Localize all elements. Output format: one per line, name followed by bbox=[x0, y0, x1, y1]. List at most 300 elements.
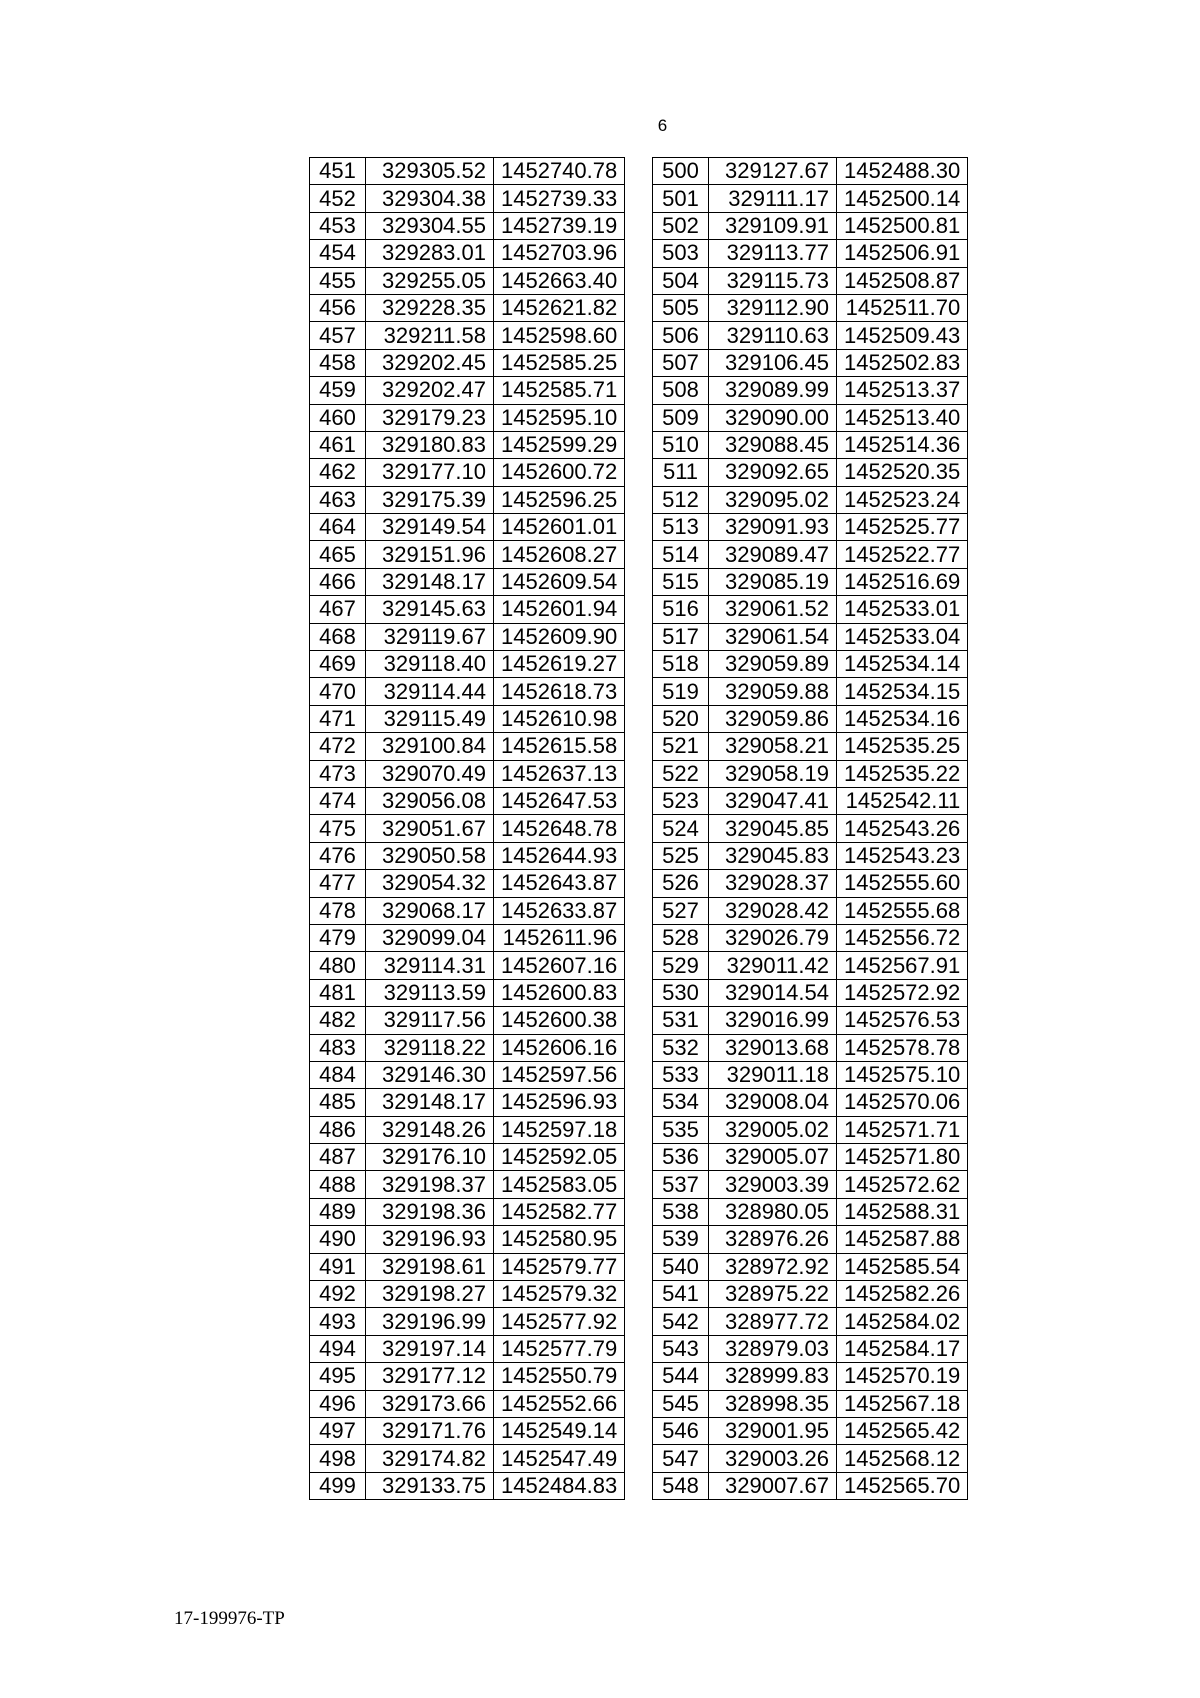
point-number-cell: 533 bbox=[653, 1061, 709, 1088]
x-coordinate-cell: 329198.37 bbox=[366, 1171, 494, 1198]
x-coordinate-cell: 329003.39 bbox=[709, 1171, 837, 1198]
table-row bbox=[653, 1144, 968, 1171]
table-row bbox=[653, 979, 968, 1006]
x-coordinate-cell: 329176.10 bbox=[366, 1144, 494, 1171]
table-row bbox=[653, 514, 968, 541]
point-number-cell: 505 bbox=[653, 294, 709, 321]
x-coordinate-cell: 329174.82 bbox=[366, 1445, 494, 1472]
y-coordinate-cell: 1452611.96 bbox=[494, 924, 625, 951]
x-coordinate-cell: 329070.49 bbox=[366, 760, 494, 787]
point-number-cell: 526 bbox=[653, 870, 709, 897]
point-number-cell: 510 bbox=[653, 431, 709, 458]
point-number-cell: 492 bbox=[310, 1281, 366, 1308]
point-number-cell: 504 bbox=[653, 267, 709, 294]
table-row bbox=[653, 294, 968, 321]
table-row bbox=[310, 623, 625, 650]
x-coordinate-cell: 329198.36 bbox=[366, 1198, 494, 1225]
y-coordinate-cell: 1452549.14 bbox=[494, 1417, 625, 1444]
table-row bbox=[653, 185, 968, 212]
x-coordinate-cell: 329118.40 bbox=[366, 651, 494, 678]
y-coordinate-cell: 1452739.19 bbox=[494, 212, 625, 239]
x-coordinate-cell: 329255.05 bbox=[366, 267, 494, 294]
table-row bbox=[310, 787, 625, 814]
table-row bbox=[653, 1308, 968, 1335]
y-coordinate-cell: 1452585.25 bbox=[494, 349, 625, 376]
x-coordinate-cell: 329001.95 bbox=[709, 1417, 837, 1444]
table-row bbox=[310, 1144, 625, 1171]
y-coordinate-cell: 1452609.54 bbox=[494, 568, 625, 595]
x-coordinate-cell: 329106.45 bbox=[709, 349, 837, 376]
y-coordinate-cell: 1452609.90 bbox=[494, 623, 625, 650]
y-coordinate-cell: 1452572.92 bbox=[837, 979, 968, 1006]
table-row bbox=[653, 1445, 968, 1472]
x-coordinate-cell: 329007.67 bbox=[709, 1472, 837, 1499]
table-row bbox=[310, 760, 625, 787]
y-coordinate-cell: 1452644.93 bbox=[494, 842, 625, 869]
y-coordinate-cell: 1452584.02 bbox=[837, 1308, 968, 1335]
point-number-cell: 517 bbox=[653, 623, 709, 650]
point-number-cell: 462 bbox=[310, 459, 366, 486]
point-number-cell: 480 bbox=[310, 952, 366, 979]
y-coordinate-cell: 1452570.06 bbox=[837, 1089, 968, 1116]
point-number-cell: 511 bbox=[653, 459, 709, 486]
y-coordinate-cell: 1452584.17 bbox=[837, 1335, 968, 1362]
table-row bbox=[310, 240, 625, 267]
point-number-cell: 509 bbox=[653, 404, 709, 431]
point-number-cell: 470 bbox=[310, 678, 366, 705]
y-coordinate-cell: 1452579.32 bbox=[494, 1281, 625, 1308]
point-number-cell: 481 bbox=[310, 979, 366, 1006]
point-number-cell: 496 bbox=[310, 1390, 366, 1417]
x-coordinate-cell: 329088.45 bbox=[709, 431, 837, 458]
point-number-cell: 535 bbox=[653, 1116, 709, 1143]
x-coordinate-cell: 329179.23 bbox=[366, 404, 494, 431]
x-coordinate-cell: 329196.93 bbox=[366, 1226, 494, 1253]
y-coordinate-cell: 1452740.78 bbox=[494, 158, 625, 185]
x-coordinate-cell: 329068.17 bbox=[366, 897, 494, 924]
point-number-cell: 452 bbox=[310, 185, 366, 212]
x-coordinate-cell: 329054.32 bbox=[366, 870, 494, 897]
x-coordinate-cell: 329014.54 bbox=[709, 979, 837, 1006]
x-coordinate-cell: 329145.63 bbox=[366, 596, 494, 623]
x-coordinate-cell: 329045.83 bbox=[709, 842, 837, 869]
table-row bbox=[310, 1007, 625, 1034]
table-row bbox=[310, 568, 625, 595]
y-coordinate-cell: 1452534.16 bbox=[837, 705, 968, 732]
table-row bbox=[310, 322, 625, 349]
table-row bbox=[653, 322, 968, 349]
table-row bbox=[310, 924, 625, 951]
point-number-cell: 482 bbox=[310, 1007, 366, 1034]
table-row bbox=[653, 240, 968, 267]
x-coordinate-cell: 329198.61 bbox=[366, 1253, 494, 1280]
y-coordinate-cell: 1452571.71 bbox=[837, 1116, 968, 1143]
y-coordinate-cell: 1452567.91 bbox=[837, 952, 968, 979]
point-number-cell: 512 bbox=[653, 486, 709, 513]
table-row bbox=[653, 486, 968, 513]
y-coordinate-cell: 1452583.05 bbox=[494, 1171, 625, 1198]
y-coordinate-cell: 1452571.80 bbox=[837, 1144, 968, 1171]
y-coordinate-cell: 1452618.73 bbox=[494, 678, 625, 705]
y-coordinate-cell: 1452592.05 bbox=[494, 1144, 625, 1171]
table-row bbox=[310, 1417, 625, 1444]
point-number-cell: 540 bbox=[653, 1253, 709, 1280]
y-coordinate-cell: 1452547.49 bbox=[494, 1445, 625, 1472]
y-coordinate-cell: 1452633.87 bbox=[494, 897, 625, 924]
point-number-cell: 456 bbox=[310, 294, 366, 321]
table-row bbox=[310, 1363, 625, 1390]
table-row bbox=[310, 459, 625, 486]
y-coordinate-cell: 1452509.43 bbox=[837, 322, 968, 349]
point-number-cell: 523 bbox=[653, 787, 709, 814]
point-number-cell: 527 bbox=[653, 897, 709, 924]
x-coordinate-cell: 329117.56 bbox=[366, 1007, 494, 1034]
table-row bbox=[310, 267, 625, 294]
x-coordinate-cell: 328999.83 bbox=[709, 1363, 837, 1390]
table-row bbox=[310, 815, 625, 842]
table-row bbox=[310, 897, 625, 924]
point-number-cell: 478 bbox=[310, 897, 366, 924]
x-coordinate-cell: 329114.44 bbox=[366, 678, 494, 705]
point-number-cell: 534 bbox=[653, 1089, 709, 1116]
y-coordinate-cell: 1452513.37 bbox=[837, 377, 968, 404]
y-coordinate-cell: 1452647.53 bbox=[494, 787, 625, 814]
point-number-cell: 490 bbox=[310, 1226, 366, 1253]
y-coordinate-cell: 1452739.33 bbox=[494, 185, 625, 212]
y-coordinate-cell: 1452552.66 bbox=[494, 1390, 625, 1417]
point-number-cell: 458 bbox=[310, 349, 366, 376]
y-coordinate-cell: 1452508.87 bbox=[837, 267, 968, 294]
point-number-cell: 538 bbox=[653, 1198, 709, 1225]
point-number-cell: 495 bbox=[310, 1363, 366, 1390]
y-coordinate-cell: 1452599.29 bbox=[494, 431, 625, 458]
y-coordinate-cell: 1452597.56 bbox=[494, 1061, 625, 1088]
point-number-cell: 524 bbox=[653, 815, 709, 842]
x-coordinate-cell: 329090.00 bbox=[709, 404, 837, 431]
table-row bbox=[310, 212, 625, 239]
table-row bbox=[310, 651, 625, 678]
point-number-cell: 461 bbox=[310, 431, 366, 458]
point-number-cell: 487 bbox=[310, 1144, 366, 1171]
table-row bbox=[653, 1253, 968, 1280]
table-row bbox=[653, 787, 968, 814]
table-row bbox=[653, 815, 968, 842]
table-row bbox=[653, 541, 968, 568]
table-row bbox=[653, 924, 968, 951]
point-number-cell: 515 bbox=[653, 568, 709, 595]
y-coordinate-cell: 1452582.26 bbox=[837, 1281, 968, 1308]
point-number-cell: 508 bbox=[653, 377, 709, 404]
x-coordinate-cell: 329133.75 bbox=[366, 1472, 494, 1499]
point-number-cell: 532 bbox=[653, 1034, 709, 1061]
table-row bbox=[310, 486, 625, 513]
y-coordinate-cell: 1452565.70 bbox=[837, 1472, 968, 1499]
y-coordinate-cell: 1452607.16 bbox=[494, 952, 625, 979]
y-coordinate-cell: 1452621.82 bbox=[494, 294, 625, 321]
y-coordinate-cell: 1452500.14 bbox=[837, 185, 968, 212]
x-coordinate-cell: 329177.10 bbox=[366, 459, 494, 486]
x-coordinate-cell: 329089.47 bbox=[709, 541, 837, 568]
point-number-cell: 468 bbox=[310, 623, 366, 650]
table-row bbox=[653, 1007, 968, 1034]
x-coordinate-cell: 329149.54 bbox=[366, 514, 494, 541]
y-coordinate-cell: 1452600.72 bbox=[494, 459, 625, 486]
table-row bbox=[653, 1198, 968, 1225]
y-coordinate-cell: 1452555.68 bbox=[837, 897, 968, 924]
x-coordinate-cell: 329197.14 bbox=[366, 1335, 494, 1362]
y-coordinate-cell: 1452580.95 bbox=[494, 1226, 625, 1253]
table-row bbox=[653, 267, 968, 294]
y-coordinate-cell: 1452606.16 bbox=[494, 1034, 625, 1061]
x-coordinate-cell: 329202.45 bbox=[366, 349, 494, 376]
x-coordinate-cell: 328972.92 bbox=[709, 1253, 837, 1280]
x-coordinate-cell: 329175.39 bbox=[366, 486, 494, 513]
point-number-cell: 546 bbox=[653, 1417, 709, 1444]
table-row bbox=[310, 349, 625, 376]
y-coordinate-cell: 1452535.22 bbox=[837, 760, 968, 787]
x-coordinate-cell: 329305.52 bbox=[366, 158, 494, 185]
table-row bbox=[310, 377, 625, 404]
x-coordinate-cell: 329177.12 bbox=[366, 1363, 494, 1390]
table-row bbox=[653, 212, 968, 239]
table-row bbox=[653, 1116, 968, 1143]
table-row bbox=[653, 1281, 968, 1308]
y-coordinate-cell: 1452525.77 bbox=[837, 514, 968, 541]
y-coordinate-cell: 1452608.27 bbox=[494, 541, 625, 568]
y-coordinate-cell: 1452596.25 bbox=[494, 486, 625, 513]
x-coordinate-cell: 329173.66 bbox=[366, 1390, 494, 1417]
x-coordinate-cell: 329005.02 bbox=[709, 1116, 837, 1143]
x-coordinate-cell: 329119.67 bbox=[366, 623, 494, 650]
table-row bbox=[653, 952, 968, 979]
x-coordinate-cell: 329058.21 bbox=[709, 733, 837, 760]
x-coordinate-cell: 329026.79 bbox=[709, 924, 837, 951]
point-number-cell: 477 bbox=[310, 870, 366, 897]
x-coordinate-cell: 329115.49 bbox=[366, 705, 494, 732]
y-coordinate-cell: 1452577.79 bbox=[494, 1335, 625, 1362]
y-coordinate-cell: 1452506.91 bbox=[837, 240, 968, 267]
x-coordinate-cell: 329202.47 bbox=[366, 377, 494, 404]
point-number-cell: 457 bbox=[310, 322, 366, 349]
point-number-cell: 491 bbox=[310, 1253, 366, 1280]
point-number-cell: 489 bbox=[310, 1198, 366, 1225]
table-row bbox=[653, 349, 968, 376]
point-number-cell: 451 bbox=[310, 158, 366, 185]
point-number-cell: 474 bbox=[310, 787, 366, 814]
x-coordinate-cell: 329091.93 bbox=[709, 514, 837, 541]
y-coordinate-cell: 1452534.15 bbox=[837, 678, 968, 705]
table-row bbox=[653, 459, 968, 486]
point-number-cell: 531 bbox=[653, 1007, 709, 1034]
y-coordinate-cell: 1452597.18 bbox=[494, 1116, 625, 1143]
table-row bbox=[310, 1253, 625, 1280]
document-footer-code: 17-199976-TP bbox=[174, 1608, 285, 1629]
y-coordinate-cell: 1452567.18 bbox=[837, 1390, 968, 1417]
table-row bbox=[310, 1089, 625, 1116]
table-row bbox=[653, 1472, 968, 1499]
y-coordinate-cell: 1452543.23 bbox=[837, 842, 968, 869]
y-coordinate-cell: 1452582.77 bbox=[494, 1198, 625, 1225]
x-coordinate-cell: 329113.77 bbox=[709, 240, 837, 267]
table-row bbox=[310, 678, 625, 705]
point-number-cell: 530 bbox=[653, 979, 709, 1006]
x-coordinate-cell: 329110.63 bbox=[709, 322, 837, 349]
x-coordinate-cell: 329028.37 bbox=[709, 870, 837, 897]
table-row bbox=[653, 596, 968, 623]
table-row bbox=[653, 842, 968, 869]
y-coordinate-cell: 1452703.96 bbox=[494, 240, 625, 267]
y-coordinate-cell: 1452514.36 bbox=[837, 431, 968, 458]
table-row bbox=[653, 760, 968, 787]
table-row bbox=[310, 870, 625, 897]
x-coordinate-cell: 329196.99 bbox=[366, 1308, 494, 1335]
table-row bbox=[310, 1281, 625, 1308]
y-coordinate-cell: 1452576.53 bbox=[837, 1007, 968, 1034]
x-coordinate-cell: 329113.59 bbox=[366, 979, 494, 1006]
table-row bbox=[310, 733, 625, 760]
point-number-cell: 467 bbox=[310, 596, 366, 623]
y-coordinate-cell: 1452502.83 bbox=[837, 349, 968, 376]
point-number-cell: 525 bbox=[653, 842, 709, 869]
table-row bbox=[653, 870, 968, 897]
x-coordinate-cell: 328998.35 bbox=[709, 1390, 837, 1417]
y-coordinate-cell: 1452484.83 bbox=[494, 1472, 625, 1499]
y-coordinate-cell: 1452533.04 bbox=[837, 623, 968, 650]
y-coordinate-cell: 1452600.83 bbox=[494, 979, 625, 1006]
point-number-cell: 497 bbox=[310, 1417, 366, 1444]
y-coordinate-cell: 1452596.93 bbox=[494, 1089, 625, 1116]
x-coordinate-cell: 329304.38 bbox=[366, 185, 494, 212]
table-row bbox=[653, 1363, 968, 1390]
y-coordinate-cell: 1452522.77 bbox=[837, 541, 968, 568]
x-coordinate-cell: 329011.42 bbox=[709, 952, 837, 979]
x-coordinate-cell: 329061.52 bbox=[709, 596, 837, 623]
table-row bbox=[653, 404, 968, 431]
x-coordinate-cell: 329045.85 bbox=[709, 815, 837, 842]
point-number-cell: 506 bbox=[653, 322, 709, 349]
point-number-cell: 472 bbox=[310, 733, 366, 760]
y-coordinate-cell: 1452555.60 bbox=[837, 870, 968, 897]
point-number-cell: 513 bbox=[653, 514, 709, 541]
y-coordinate-cell: 1452516.69 bbox=[837, 568, 968, 595]
y-coordinate-cell: 1452598.60 bbox=[494, 322, 625, 349]
table-row bbox=[653, 678, 968, 705]
table-row bbox=[310, 1034, 625, 1061]
x-coordinate-cell: 329089.99 bbox=[709, 377, 837, 404]
y-coordinate-cell: 1452588.31 bbox=[837, 1198, 968, 1225]
point-number-cell: 493 bbox=[310, 1308, 366, 1335]
point-number-cell: 473 bbox=[310, 760, 366, 787]
y-coordinate-cell: 1452643.87 bbox=[494, 870, 625, 897]
table-row bbox=[653, 651, 968, 678]
point-number-cell: 466 bbox=[310, 568, 366, 595]
point-number-cell: 500 bbox=[653, 158, 709, 185]
y-coordinate-cell: 1452511.70 bbox=[837, 294, 968, 321]
y-coordinate-cell: 1452610.98 bbox=[494, 705, 625, 732]
x-coordinate-cell: 329003.26 bbox=[709, 1445, 837, 1472]
point-number-cell: 475 bbox=[310, 815, 366, 842]
table-row bbox=[310, 1061, 625, 1088]
x-coordinate-cell: 329228.35 bbox=[366, 294, 494, 321]
point-number-cell: 548 bbox=[653, 1472, 709, 1499]
point-number-cell: 514 bbox=[653, 541, 709, 568]
x-coordinate-cell: 329148.17 bbox=[366, 1089, 494, 1116]
y-coordinate-cell: 1452568.12 bbox=[837, 1445, 968, 1472]
x-coordinate-cell: 329304.55 bbox=[366, 212, 494, 239]
x-coordinate-cell: 329059.89 bbox=[709, 651, 837, 678]
x-coordinate-cell: 329085.19 bbox=[709, 568, 837, 595]
table-row bbox=[310, 596, 625, 623]
y-coordinate-cell: 1452520.35 bbox=[837, 459, 968, 486]
point-number-cell: 479 bbox=[310, 924, 366, 951]
y-coordinate-cell: 1452595.10 bbox=[494, 404, 625, 431]
point-number-cell: 539 bbox=[653, 1226, 709, 1253]
table-row bbox=[653, 431, 968, 458]
x-coordinate-cell: 329050.58 bbox=[366, 842, 494, 869]
table-row bbox=[653, 733, 968, 760]
table-row bbox=[310, 1198, 625, 1225]
y-coordinate-cell: 1452577.92 bbox=[494, 1308, 625, 1335]
x-coordinate-cell: 329118.22 bbox=[366, 1034, 494, 1061]
x-coordinate-cell: 328975.22 bbox=[709, 1281, 837, 1308]
y-coordinate-cell: 1452648.78 bbox=[494, 815, 625, 842]
table-row bbox=[310, 404, 625, 431]
x-coordinate-cell: 328976.26 bbox=[709, 1226, 837, 1253]
point-number-cell: 494 bbox=[310, 1335, 366, 1362]
x-coordinate-cell: 329111.17 bbox=[709, 185, 837, 212]
y-coordinate-cell: 1452663.40 bbox=[494, 267, 625, 294]
x-coordinate-cell: 329058.19 bbox=[709, 760, 837, 787]
x-coordinate-cell: 329151.96 bbox=[366, 541, 494, 568]
y-coordinate-cell: 1452572.62 bbox=[837, 1171, 968, 1198]
x-coordinate-cell: 329148.17 bbox=[366, 568, 494, 595]
table-row bbox=[310, 1116, 625, 1143]
x-coordinate-cell: 328979.03 bbox=[709, 1335, 837, 1362]
table-row bbox=[653, 377, 968, 404]
point-number-cell: 464 bbox=[310, 514, 366, 541]
x-coordinate-cell: 329059.86 bbox=[709, 705, 837, 732]
point-number-cell: 544 bbox=[653, 1363, 709, 1390]
y-coordinate-cell: 1452587.88 bbox=[837, 1226, 968, 1253]
table-row bbox=[653, 623, 968, 650]
point-number-cell: 453 bbox=[310, 212, 366, 239]
point-number-cell: 501 bbox=[653, 185, 709, 212]
point-number-cell: 463 bbox=[310, 486, 366, 513]
x-coordinate-cell: 328980.05 bbox=[709, 1198, 837, 1225]
table-row bbox=[653, 1390, 968, 1417]
table-row bbox=[653, 1171, 968, 1198]
table-row bbox=[310, 952, 625, 979]
point-number-cell: 518 bbox=[653, 651, 709, 678]
x-coordinate-cell: 329028.42 bbox=[709, 897, 837, 924]
y-coordinate-cell: 1452575.10 bbox=[837, 1061, 968, 1088]
y-coordinate-cell: 1452550.79 bbox=[494, 1363, 625, 1390]
table-row bbox=[310, 294, 625, 321]
x-coordinate-cell: 329109.91 bbox=[709, 212, 837, 239]
y-coordinate-cell: 1452615.58 bbox=[494, 733, 625, 760]
point-number-cell: 519 bbox=[653, 678, 709, 705]
x-coordinate-cell: 329146.30 bbox=[366, 1061, 494, 1088]
point-number-cell: 459 bbox=[310, 377, 366, 404]
point-number-cell: 536 bbox=[653, 1144, 709, 1171]
y-coordinate-cell: 1452585.71 bbox=[494, 377, 625, 404]
table-row bbox=[310, 514, 625, 541]
point-number-cell: 545 bbox=[653, 1390, 709, 1417]
table-row bbox=[653, 1417, 968, 1444]
table-row bbox=[310, 1308, 625, 1335]
point-number-cell: 499 bbox=[310, 1472, 366, 1499]
y-coordinate-cell: 1452500.81 bbox=[837, 212, 968, 239]
